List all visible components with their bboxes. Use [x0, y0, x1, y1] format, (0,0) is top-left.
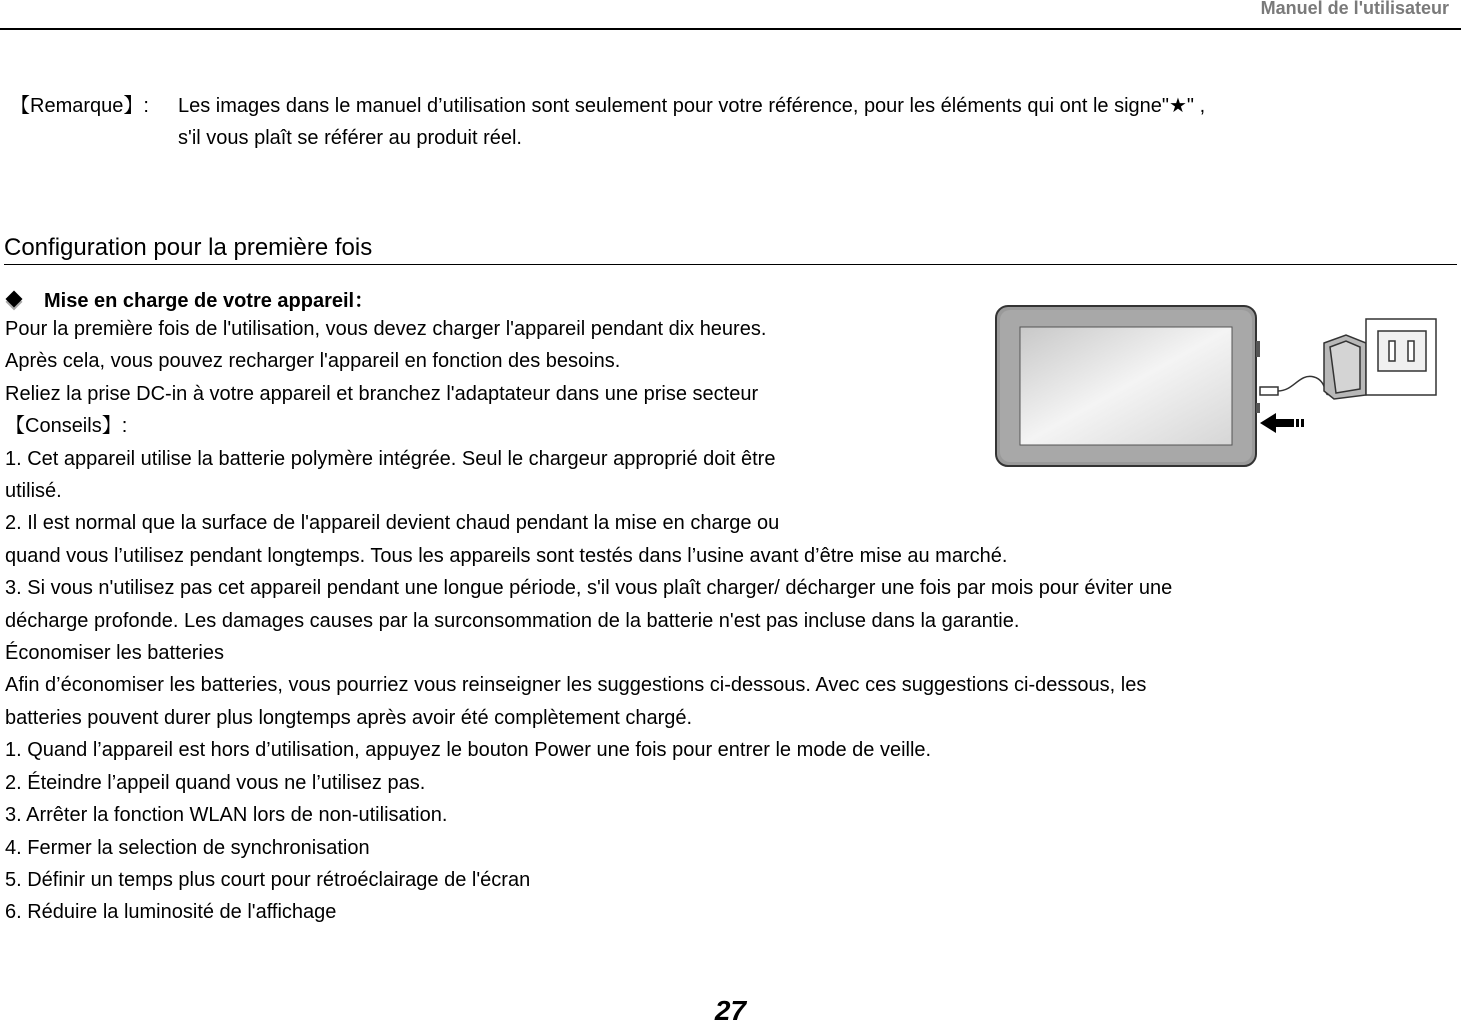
body-line: 3. Arrêter la fonction WLAN lors de non-utilisation. [5, 804, 448, 827]
body-line: 【Conseils】: [5, 415, 128, 438]
charger-adapter-icon [1324, 335, 1366, 399]
body-line: Pour la première fois de l'utilisation, vous devez charger l'appareil pendant dix heures. [5, 318, 767, 340]
body-line: 2. Éteindre l’appeil quand vous ne l’utilisez pas. [5, 771, 426, 794]
body-line: Reliez la prise DC-in à votre appareil et branchez l'adaptateur dans une prise secteur [5, 382, 759, 405]
subheading [6, 284, 374, 313]
tablet-icon [996, 306, 1260, 466]
remark-line-2: s'il vous plaît se référer au produit réel. [178, 127, 522, 149]
body-line: Après cela, vous pouvez recharger l'appareil en fonction des besoins. [5, 350, 621, 373]
body-line: 5. Définir un temps plus court pour rétroéclairage de l'écran [5, 868, 531, 891]
charging-illustration [994, 303, 1454, 476]
wall-socket-icon [1366, 319, 1436, 395]
arrow-left-icon [1260, 413, 1304, 433]
header-rule [0, 28, 1461, 30]
header-title: Manuel de l'utilisateur [1260, 0, 1449, 18]
body-line: 2. Il est normal que la surface de l'appareil devient chaud pendant la mise en charge ou [5, 512, 780, 535]
section-title: Configuration pour la première fois [4, 232, 1457, 265]
page-number: 27 [714, 995, 747, 1026]
body-line: batteries pouvent durer plus longtemps après avoir été complètement chargé. [5, 706, 693, 729]
body-line: Afin d’économiser les batteries, vous pourriez vous reinseigner les suggestions ci-dessous. Avec ces suggestions ci-dessous, les [5, 674, 1147, 697]
remark-line-1: Les images dans le manuel d’utilisation sont seulement pour votre référence, pour les éléments qui ont le signe"★" , [178, 95, 1206, 117]
body-line: Économiser les batteries [5, 642, 224, 665]
remark-label: 【Remarque】: [10, 95, 149, 117]
body-line: 6. Réduire la luminosité de l'affichage [5, 901, 337, 924]
diamond-bullet-icon [6, 290, 23, 307]
body-line: quand vous l’utilisez pendant longtemps. Tous les appareils sont testés dans l’usine avant d’être mise au marché. [5, 544, 1008, 567]
body-line: 3. Si vous n'utilisez pas cet appareil pendant une longue période, s'il vous plaît charger/ décharger une fois par mois pour éviter une [5, 577, 1173, 600]
subheading-text: Mise en charge de votre appareil： [44, 290, 375, 312]
cable-icon [1260, 351, 1332, 395]
remark-note [10, 90, 1205, 154]
body-line: 1. Cet appareil utilise la batterie polymère intégrée. Seul le chargeur approprié doit être [5, 447, 776, 470]
body-line: décharge profonde. Les damages causes par la surconsommation de la batterie n'est pas incluse dans la garantie. [5, 609, 1020, 632]
body-line: 1. Quand l’appareil est hors d’utilisation, appuyez le bouton Power une fois pour entrer le mode de veille. [5, 739, 932, 762]
body-line: utilisé. [5, 480, 62, 503]
body-line: 4. Fermer la selection de synchronisation [5, 836, 370, 859]
